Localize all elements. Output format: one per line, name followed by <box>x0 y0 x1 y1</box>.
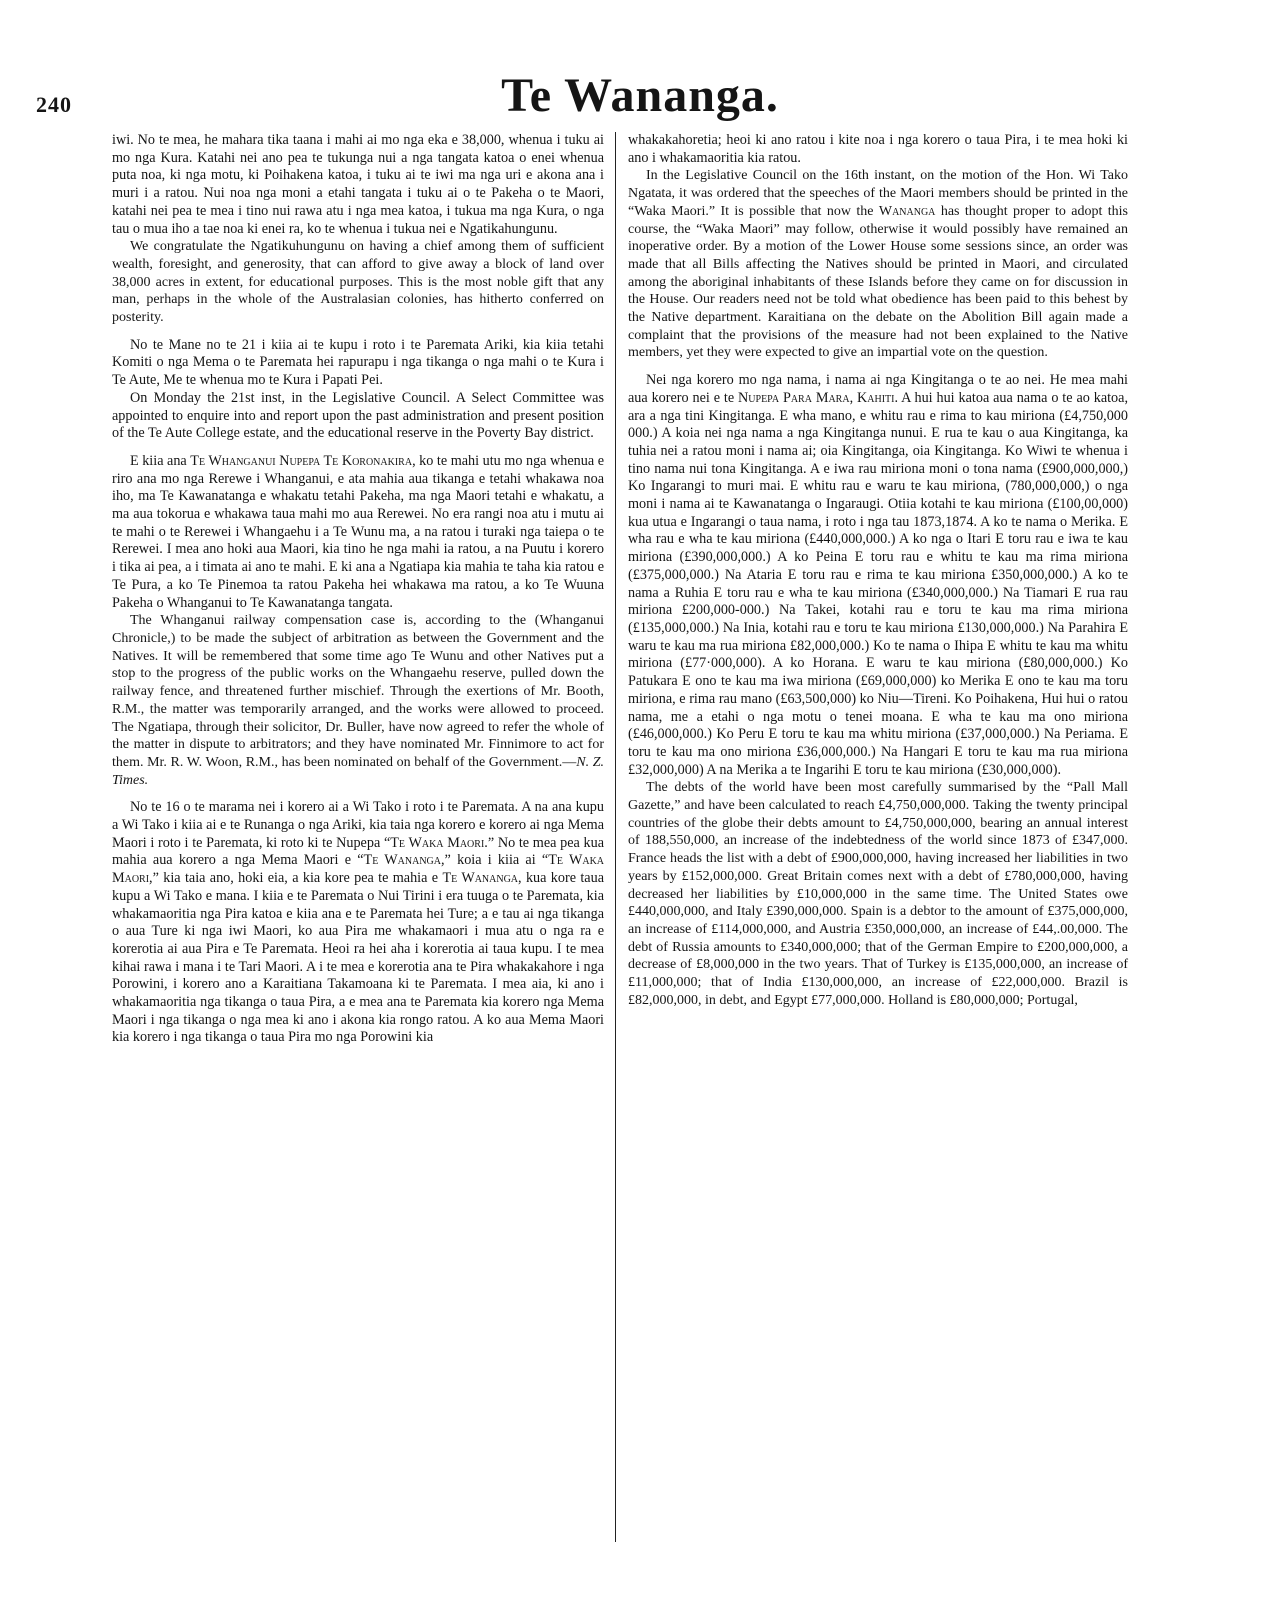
speeches-paper-wananga: “Te Wananga,” <box>357 852 451 869</box>
speeches-text-d: ” kia taia ano, hoki eia, a kia kore pea te mahia e <box>152 870 439 887</box>
english-article-select-committee: On Monday the 21st inst, in the Legislative Council. A Select Committee was appointed to enquire into and report upon the past administration and present position of the Te Aute College estate, and the educational reserve in the Poverty Bay district. <box>112 389 604 442</box>
speeches-text-c: koia i kiia ai “ <box>457 852 549 869</box>
speeches-text-e: kua kore taua kupu a Wi Tako e mana. I kiia e te Paremata o Nui Tirini i era tuuga o te Paremata, kia whakamaoritia nga Pira katoa e kiia ana e te Paremata hei Ture; a e tau ai nga tikanga o aua Ture ki nga iwi Maori, ko aua Pira me whakamaori i mua atu o nga ra e korerotia ai aua Pira e Te Paremata. Heoi ra hei aha i korerotia ai taua kupu. I te mea kihai rawa i mana i te Tari Maori. A i te mea e korerotia ana te Pira whakakahore i nga Porowini, i korero ano a Karaitiana Takamoana ki te Paremata. I mea aia, ki ano i whakamaoritia nga tikanga o taua Pira, a e mea ana te Paremata kia korero nga Mema Maori i nga tikanga o nga mea ki ano i akona kia rongo ratou. A ko aua Mema Maori kia korero i nga tikanga o taua Pira mo nga Porowini kia <box>112 870 604 1046</box>
railway-maori-source: Te Whanganui Nupepa Te Koronakira, <box>190 452 416 469</box>
debts-maori-paper: Nupepa Para Mara, Kahiti. <box>738 389 899 406</box>
english-article-land-gift: We congratulate the Ngatikuhungunu on having a chief among them of sufficient wealth, foresight, and generosity, that can afford to give away a block of land over 38,000 acres in extent, for educational purposes. This is the most noble gift that any man, perhaps in the whole of the Australasian colonies, has hitherto conferred on posterity. <box>112 239 604 326</box>
railway-english-source: N. Z. Times. <box>112 754 604 788</box>
maori-article-railway-compensation <box>112 453 604 612</box>
page-number: 240 <box>36 92 72 117</box>
right-column <box>628 132 1128 1009</box>
english-speeches-text-a: In the Legislative Council on the 16th instant, on the motion of the Hon. Wi Tako Ngatata, it was ordered that the speeches of the Maori members should be printed in the “Waka Maori.” It is possible that now the <box>628 168 1128 219</box>
speeches-text-b: No te mea pea kua mahia aua korero a nga Mema Maori e <box>112 834 605 869</box>
english-article-maori-speeches <box>628 167 1128 362</box>
maori-article-select-committee: No te Mane no te 21 i kiia ai te kupu i roto i te Paremata Ariki, kia kiia tetahi Komiti o nga Mema o te Paremata hei rapurapu i nga tikanga o nga mahi o te Kura i Te Aute, Me te whenua mo te Kura i Papati Pei. <box>112 336 604 389</box>
speeches-paper-waka-maori-2: Te Waka Maori, <box>112 852 605 887</box>
railway-maori-text: ko te mahi utu mo nga whenua e riro ana mo nga Rerewe i Whanganui, e ata mahia aua tikanga e tetahi whakawa noa iho, ma Te Kawanatanga e whakatu tetahi Pakeha, ma nga Maori tetahi e whakatu, a ma aua tokorua e whakawa taua mahi mo aua Rerewei. No era rangi noa atu i mutu ai te mahi o te Rerewei i Whangaehu i a Te Wunu ma, a na ratou i turaki nga taiepa o te Rerewei. I mea ano hoki aua Maori, kia tino he nga mahi ia ratou, a na Puutu i korero i tika ai pea, a i timata ai ano te mahi. E ki ana a Ngatiapa kia mahia te taha kia ratou e Te Pura, a ko Te Pinemoa ta ratou Pakeha hei whakawa ma ratou, a ko Te Wuuna Pakeha o Whanganui to Te Kawanatanga tangata. <box>112 452 604 611</box>
railway-english-text: The Whanganui railway compensation case is, according to the (Whanganui Chronicle,) to be made the subject of arbitration as between the Government and the Natives. It will be remembered that some time ago Te Wunu and other Natives put a stop to the progress of the public works on the Whangaehu reserve, pulled down the railway fence, and threatened further mischief. Through the exertions of Mr. Booth, R.M., the matter was temporarily arranged, and the works were allowed to proceed. The Ngatiapa, through their solicitor, Dr. Buller, have now agreed to refer the whole of the matter in dispute to arbitrators; and they have nominated Mr. Finnimore to act for them. Mr. R. W. Woon, R.M., has been nominated on behalf of the Government.— <box>112 613 604 770</box>
maori-article-maori-speeches <box>112 799 604 1047</box>
maori-article-land-gift: iwi. No te mea, he mahara tika taana i mahi ai mo nga eka e 38,000, whenua i tuku ai mo nga Kura. Katahi nei ano pea te tukunga nui a nga tangata katoa o enei whenua puta noa, ki nga motu, ki Poihakena katoa, i tuku ai te iwi ma nga uri e akona ana i muri i a ratou. Nui noa nga moni a etahi tangata i tuku ai o te Pakeha o te Maori, katahi nei pea te mea i tino nui rawa atu i nga mea katoa, i tukua ma nga Kura, o nga tau o mua iho a tae noa ki enei ra, ko te whenua i tukua nei e Ngatikahungunu. <box>112 132 604 237</box>
english-speeches-text-b: has thought proper to adopt this course, the “Waka Maori” may follow, otherwise it would possibly have remained an inoperative order. By a motion of the Lower House some sessions since, an order was made that all Bills affecting the Natives should be printed in Maori, and circulated among the aboriginal inhabitants of these Islands before they came on for discussion in the House. Our readers need not be told what obedience has been paid to this behest by the Native department. Karaitiana on the debate on the Abolition Bill again made a complaint that the provisions of the measure had not been explained to the Native members, yet they were expected to give an impartial vote on the question. <box>628 203 1129 361</box>
railway-maori-prefix: E kiia ana <box>130 452 187 469</box>
left-column <box>112 132 604 1047</box>
english-article-railway-compensation <box>112 612 604 789</box>
column-divider <box>615 132 616 1542</box>
masthead-title: Te Wananga. <box>501 69 779 122</box>
speeches-text-a: No te 16 o te marama nei i korero ai a Wi Tako i roto i te Paremata. A na ana kupu a Wi Tako i kiia ai e te Runanga o nga Ariki, kia taia nga korero e korero ai nga Mema Maori i roto i te Paremata, ki roto ki te Nupepa <box>112 799 604 851</box>
english-article-world-debts: The debts of the world have been most carefully summarised by the “Pall Mall Gazette,” and have been calculated to reach £4,750,000,000. Taking the twenty principal countries of the globe their debts amount to £4,750,000,000, bearing an annual interest of 188,550,000, an increase of the indebtedness of the world since 1873 of £347,000. France heads the list with a debt of £900,000,000, having increased her liabilities in two years by £152,000,000. Great Britain comes next with a debt of £780,000,000, having decreased her liabilities by £10,000,000 in the same time. The United States owe £440,000,000, and Italy £390,000,000. Spain is a debtor to the amount of £375,000,000, an increase of £114,000,000, and Austria £350,000,000, an increase of £44,.00,000. The debt of Russia amounts to £340,000,000; that of the German Empire to £200,000,000, a decrease of £8,000,000 in the two years. That of Turkey is £135,000,000, an increase of £11,000,000; that of India £130,000,000, an increase of £22,000,000. Brazil is £82,000,000, in debt, and Egypt £77,000,000. Holland is £80,000,000; Portugal, <box>628 780 1128 1008</box>
speeches-paper-waka-maori: “Te Waka Maori.” <box>383 834 495 851</box>
debts-maori-text-b: A hui hui katoa aua nama o te ao katoa, ara a nga tini Kingitanga. E wha mano, e whitu rau e rima to kau miriona (£4,750,000 000.) A koia nei nga nama a nga Kingitanga nunui. E rua te kau o aua Kingitanga, ka tuhia nei a ratou moni i nama ai; oia Kingitanga, oia Kingitanga. Ko Wiwi te whenua i tino nama nui tona Kingitanga. A e iwa rau miriona moni o tona nama (£900,000,000,) Ko Ingarangi to muri mai. E whitu rau e waru te kau miriona, (780,000,000,) o nga moni i nama ai te Kawanatanga o Ingaraugi. Otiia kotahi te kau miriona (£100,00,000) kua utua e Ingarangi o taua nama, i roto i nga tau 1873,1874. A ko te nama o Merika. E wha rau e wha te kau miriona (£440,000,000.) A ko nga o Itari E toru rau e iwa te kau miriona (£390,000,000.) A ko Peina E toru rau e whitu te kau ma rima miriona (£375,000,000.) Na Ataria E toru rau e rima te kau miriona £350,000,000.) A ko te nama a Ruhia E toru rau e wha te kau miriona (£340,000,000.) Na Tiamari E rua rau miriona £200,000-000.) Na Takei, kotahi rau e toru te kau ma rima miriona (£135,000,000.) Na Inia, kotahi rau e toru te kau miriona £130,000,000.) Na Parahira E waru te kau ma rua miriona £82,000,000.) Ko te nama o Ihipa E whitu te kau ma whitu miriona (£77·000,000). A ko Horana. E waru te kau miriona (£80,000,000.) Ko Patukara E ono te kau ma iwa miriona (£69,000,000) ko Merika E ono te kau ma toru miriona, e rima rau mano (£63,500,000) ko Niu—Tireni. Ko Poihakena, Hui hui o ratou nama, me a etahi o nga motu o tenei moana. E wha te kau ma ono miriona (£46,000,000.) Ko Peru E toru te kau ma whitu miriona (£37,000,000.) Na Periama. E toru te kau ma ono miriona £36,000,000.) Na Hangari E toru te kau ma rua miriona £32,000,000) A na Merika a te Ingarihi E toru te kau miriona (£30,000,000). <box>628 389 1128 778</box>
debts-maori-text-a: Nei nga korero mo nga nama, i nama ai nga Kingitanga o te ao nei. He mea mahi aua korero nei e te <box>628 372 1128 406</box>
speeches-paper-wananga-2: Te Wananga, <box>442 870 522 887</box>
maori-article-world-debts <box>628 372 1128 779</box>
english-speeches-paper: Wananga <box>878 203 936 219</box>
maori-article-speeches-continued: whakakahoretia; heoi ki ano ratou i kite noa i nga korero o taua Pira, i te mea hoki ki ano i whakamaoritia kia ratou. <box>628 132 1128 166</box>
